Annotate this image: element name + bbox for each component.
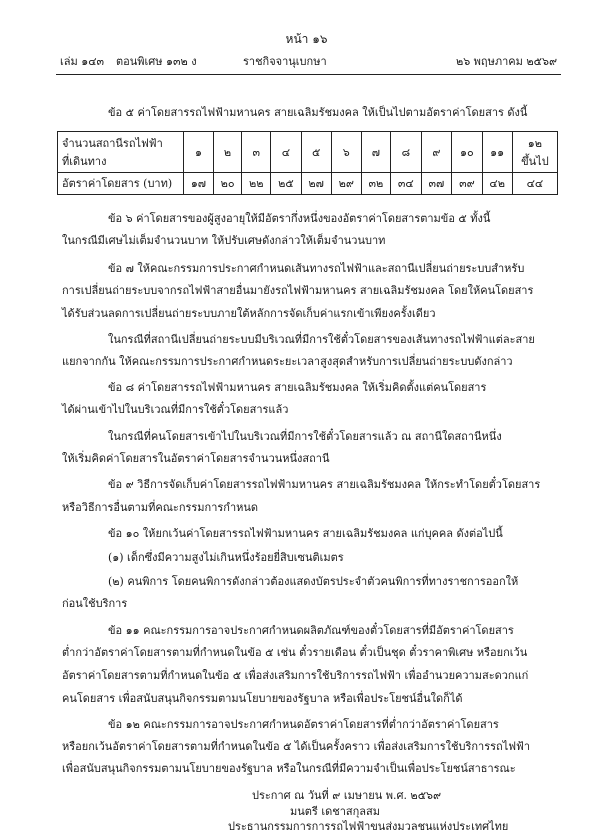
- body-line: เพื่อสนับสนุนกิจกรรมตามนโยบายของรัฐบาล หรือในกรณีที่มีความจำเป็นเพื่อประโยชน์สาธารณะ: [62, 762, 516, 775]
- station-count-cell: ๓: [242, 132, 271, 173]
- stations-header-line-1: จำนวนสถานีรถไฟฟ้า: [62, 136, 163, 150]
- body-line: ข้อ ๑๒ คณะกรรมการอาจประกาศกำหนดอัตราค่าโดยสารที่ต่ำกว่าอัตราค่าโดยสาร: [108, 718, 499, 731]
- body-line: (๒) คนพิการ โดยคนพิการดังกล่าวต้องแสดงบัตรประจำตัวคนพิการที่ทางราชการออกให้: [108, 575, 519, 588]
- fares-row: [58, 172, 558, 194]
- fare-cell: ๓๗: [421, 172, 452, 194]
- body-line: ในกรณีมีเศษไม่เต็มจำนวนบาท ให้ปรับเศษดังกล่าวให้เต็มจำนวนบาท: [62, 234, 386, 247]
- body-line: ได้ผ่านเข้าไปในบริเวณที่มีการใช้ตั๋วโดยสารแล้ว: [62, 403, 289, 416]
- body-line: (๑) เด็กซึ่งมีความสูงไม่เกินหนึ่งร้อยยี่สิบเซนติเมตร: [108, 551, 344, 564]
- body-line: ข้อ ๑๐ ให้ยกเว้นค่าโดยสารรถไฟฟ้ามหานคร สายเฉลิมรัชมงคล แก่บุคคล ดังต่อไปนี้: [108, 527, 503, 540]
- station-count-cell: ๗: [361, 132, 390, 173]
- fare-header-cell: อัตราค่าโดยสาร (บาท): [58, 172, 184, 194]
- body-line: แยกจากกัน ให้คณะกรรมการประกาศกำหนดระยะเวลาสูงสุดสำหรับการเปลี่ยนถ่ายระบบดังกล่าว: [62, 355, 513, 368]
- body-line: การเปลี่ยนถ่ายระบบจากรถไฟฟ้าสายอื่นมายังรถไฟฟ้ามหานคร สายเฉลิมรัชมงคล โดยให้คนโดยสาร: [62, 284, 534, 297]
- body-line: ข้อ ๘ ค่าโดยสารรถไฟฟ้ามหานคร สายเฉลิมรัชมงคล ให้เริ่มคิดตั้งแต่คนโดยสาร: [108, 381, 487, 394]
- station-count-cell: ๕: [301, 132, 331, 173]
- station-count-cell: ๘: [391, 132, 422, 173]
- body-line: อัตราค่าโดยสารตามที่กำหนดในข้อ ๕ เพื่อส่งเสริมการใช้บริการรถไฟฟ้า เพื่ออำนวยความสะดวกแก่: [62, 669, 529, 682]
- fare-cell: ๑๗: [184, 172, 214, 194]
- fare-cell: ๓๔: [391, 172, 422, 194]
- signer-name: มนตรี เดชาสกุลสม: [290, 805, 380, 818]
- station-count-cell: ๑: [184, 132, 214, 173]
- body-line: ในกรณีที่คนโดยสารเข้าไปในบริเวณที่มีการใช้ตั๋วโดยสารแล้ว ณ สถานีใดสถานีหนึ่ง: [108, 430, 502, 443]
- fare-cell: ๓๒: [361, 172, 390, 194]
- gazette-title: ราชกิจจานุเบกษา: [243, 55, 327, 68]
- body-line: ให้เริ่มคิดค่าโดยสารในอัตราค่าโดยสารจำนวนหนึ่งสถานี: [62, 452, 330, 465]
- fare-cell: ๒๕: [271, 172, 301, 194]
- body-line: ได้รับส่วนลดการเปลี่ยนถ่ายระบบภายใต้หลักการจัดเก็บค่าแรกเข้าเพียงครั้งเดียว: [62, 307, 436, 320]
- fare-table: [57, 131, 558, 195]
- fare-cell: ๓๙: [452, 172, 482, 194]
- station-count-last-line-1: ๑๒: [527, 136, 543, 150]
- station-count-cell: [512, 132, 557, 173]
- station-count-cell: ๑๑: [482, 132, 512, 173]
- station-count-cell: ๔: [271, 132, 301, 173]
- body-line: ก่อนใช้บริการ: [62, 597, 128, 610]
- clause-5-intro: ข้อ ๕ ค่าโดยสารรถไฟฟ้ามหานคร สายเฉลิมรัชมงคล ให้เป็นไปตามอัตราค่าโดยสาร ดังนี้: [108, 106, 528, 119]
- body-line: ในกรณีที่สถานีเปลี่ยนถ่ายระบบมีบริเวณที่มีการใช้ตั๋วโดยสารของเส้นทางรถไฟฟ้าแต่ละสาย: [108, 333, 535, 346]
- stations-row: [58, 132, 558, 173]
- fare-cell: ๔๒: [482, 172, 512, 194]
- announcement-date: ประกาศ ณ วันที่ ๙ เมษายน พ.ศ. ๒๕๖๙: [252, 789, 442, 802]
- body-line: ข้อ ๗ ให้คณะกรรมการประกาศกำหนดเส้นทางรถไฟฟ้าและสถานีเปลี่ยนถ่ายระบบสำหรับ: [108, 262, 525, 275]
- fare-cell: ๒๗: [301, 172, 331, 194]
- stations-header-cell: [58, 132, 184, 173]
- body-line: ต่ำกว่าอัตราค่าโดยสารตามที่กำหนดในข้อ ๕ เช่น ตั๋วรายเดือน ตั๋วเป็นชุด ตั๋วราคาพิเศษ หรือยกเว้น: [62, 646, 528, 659]
- body-line: หรือวิธีการอื่นตามที่คณะกรรมการกำหนด: [62, 501, 259, 514]
- body-line: ข้อ ๙ วิธีการจัดเก็บค่าโดยสารรถไฟฟ้ามหานคร สายเฉลิมรัชมงคล ให้กระทำโดยตั๋วโดยสาร: [108, 478, 541, 491]
- fare-cell: ๒๙: [331, 172, 361, 194]
- signer-position: ประธานกรรมการการรถไฟฟ้าขนส่งมวลชนแห่งประเทศไทย: [228, 820, 509, 833]
- station-count-cell: ๙: [421, 132, 452, 173]
- section-label: ตอนพิเศษ ๑๓๒ ง: [116, 55, 197, 68]
- fare-cell: ๔๔: [512, 172, 557, 194]
- body-line: คนโดยสาร เพื่อสนับสนุนกิจกรรมตามนโยบายของรัฐบาล หรือเพื่อประโยชน์อื่นใดก็ได้: [62, 692, 463, 705]
- page-number: หน้า ๑๖: [285, 32, 328, 46]
- station-count-cell: ๖: [331, 132, 361, 173]
- header-rule: [56, 74, 561, 75]
- fare-cell: ๒๒: [242, 172, 271, 194]
- volume-label: เล่ม ๑๔๓: [60, 55, 105, 68]
- stations-header-line-2: ที่เดินทาง: [62, 154, 107, 168]
- station-count-cell: ๒: [213, 132, 241, 173]
- station-count-cell: ๑๐: [452, 132, 482, 173]
- fare-cell: ๒๐: [213, 172, 241, 194]
- body-line: ข้อ ๑๑ คณะกรรมการอาจประกาศกำหนดผลิตภัณฑ์ของตั๋วโดยสารที่มีอัตราค่าโดยสาร: [108, 624, 514, 637]
- body-line: ข้อ ๖ ค่าโดยสารของผู้สูงอายุให้มีอัตรากึ่งหนึ่งของอัตราค่าโดยสารตามข้อ ๕ ทั้งนี้: [108, 212, 491, 225]
- gazette-date: ๒๖ พฤษภาคม ๒๕๖๙: [455, 55, 557, 68]
- body-line: หรือยกเว้นอัตราค่าโดยสารตามที่กำหนดในข้อ ๕ ได้เป็นครั้งคราว เพื่อส่งเสริมการใช้บริการรถไฟฟ้า: [62, 740, 530, 753]
- station-count-last-line-2: ขึ้นไป: [521, 154, 549, 168]
